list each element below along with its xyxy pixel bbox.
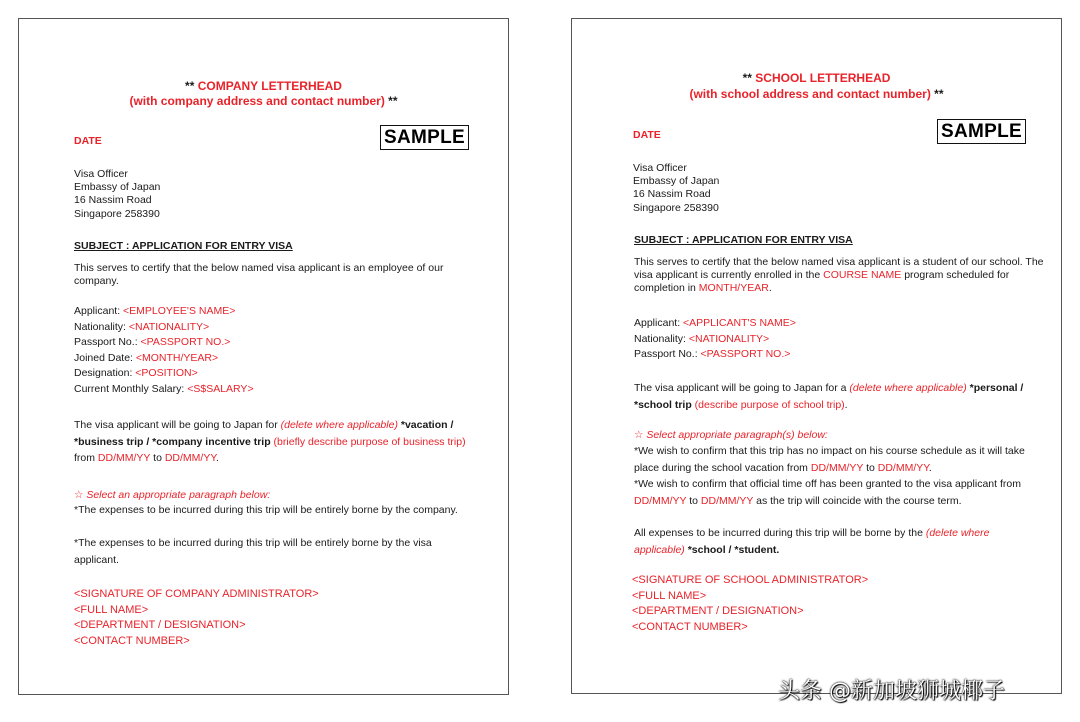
signature-line: <FULL NAME> <box>74 603 149 616</box>
letterhead-title: ** SCHOOL LETTERHEAD <box>742 71 891 85</box>
address-line: Singapore 258390 <box>74 207 160 220</box>
sample-stamp: SAMPLE <box>937 119 1026 144</box>
signature-line: <CONTACT NUMBER> <box>632 620 748 633</box>
intro-paragraph: This serves to certify that the below named visa applicant is a student of our school. The visa applicant is currently enrolled in the COURSE NAME program scheduled for completion in MONTH/YEAR. <box>634 256 1044 295</box>
address-line: Visa Officer <box>74 168 128 180</box>
recipient-address <box>633 162 719 215</box>
intro-paragraph: This serves to certify that the below named visa applicant is an employee of our company. <box>74 262 444 288</box>
expense-option-2: *The expenses to be incurred during this trip will be entirely borne by the visa applicant. <box>74 537 432 566</box>
expense-option-1: *The expenses to be incurred during this trip will be entirely borne by the company. <box>74 504 458 516</box>
letterhead-subtitle: (with school address and contact number) ** <box>689 87 944 101</box>
school-letter-page <box>571 18 1062 694</box>
date-label: DATE <box>74 135 102 147</box>
select-instruction: ☆ Select appropriate paragraph(s) below: <box>634 429 828 441</box>
address-line: Embassy of Japan <box>74 181 161 194</box>
field-row: Nationality: <NATIONALITY> <box>634 332 770 345</box>
letterhead-title: ** COMPANY LETTERHEAD <box>185 79 342 93</box>
field-row: Current Monthly Salary: <S$SALARY> <box>74 382 254 395</box>
address-line: 16 Nassim Road <box>74 194 152 207</box>
signature-block <box>74 587 319 649</box>
recipient-address <box>74 168 160 221</box>
address-line: 16 Nassim Road <box>633 188 711 201</box>
signature-line: <DEPARTMENT / DESIGNATION> <box>632 605 804 617</box>
travel-paragraph: The visa applicant will be going to Japan for (delete where applicable) *vacation / *business trip / *company incentive trip (briefly describe purpose of business trip) from DD/MM/YY to DD/MM/YY. <box>74 419 466 464</box>
applicant-fields <box>634 316 796 363</box>
address-line: Embassy of Japan <box>633 175 720 188</box>
field-row: Nationality: <NATIONALITY> <box>74 320 210 333</box>
field-row: Designation: <POSITION> <box>74 367 198 379</box>
letterhead-subtitle: (with company address and contact number) ** <box>129 94 398 108</box>
company-letter-page <box>18 18 509 695</box>
sample-stamp: SAMPLE <box>380 125 469 150</box>
signature-line: <SIGNATURE OF SCHOOL ADMINISTRATOR> <box>632 574 869 586</box>
address-line: Singapore 258390 <box>633 201 719 214</box>
signature-line: <SIGNATURE OF COMPANY ADMINISTRATOR> <box>74 588 319 600</box>
signature-line: <FULL NAME> <box>632 589 707 602</box>
field-row: Joined Date: <MONTH/YEAR> <box>74 351 219 364</box>
subject-line: SUBJECT : APPLICATION FOR ENTRY VISA <box>74 240 293 252</box>
expenses-paragraph: All expenses to be incurred during this trip will be borne by the (delete where applicable) *school / *student. <box>634 527 990 556</box>
option-paragraph-1: *We wish to confirm that this trip has no impact on his course schedule as it will take place during the school vacation from DD/MM/YY to DD/MM/YY. <box>634 445 1025 474</box>
field-row: Passport No.: <PASSPORT NO.> <box>74 336 231 348</box>
field-row: Applicant: <APPLICANT'S NAME> <box>634 317 796 329</box>
toutiao-watermark: 头条 @新加坡狮城椰子 <box>778 679 1005 704</box>
date-label: DATE <box>633 129 661 141</box>
option-paragraph-2: *We wish to confirm that official time off has been granted to the visa applicant from DD/MM/YY to DD/MM/YY as the trip will coincide with the course term. <box>634 478 1021 507</box>
signature-line: <CONTACT NUMBER> <box>74 634 190 647</box>
signature-block <box>632 573 868 635</box>
field-row: Applicant: <EMPLOYEE'S NAME> <box>74 305 236 317</box>
select-instruction: ☆ Select an appropriate paragraph below: <box>74 489 271 501</box>
signature-line: <DEPARTMENT / DESIGNATION> <box>74 619 246 631</box>
travel-paragraph: The visa applicant will be going to Japan for a (delete where applicable) *personal / *school trip (describe purpose of school trip). <box>634 382 1024 411</box>
field-row: Passport No.: <PASSPORT NO.> <box>634 348 791 360</box>
subject-line: SUBJECT : APPLICATION FOR ENTRY VISA <box>634 234 853 246</box>
applicant-fields <box>74 304 254 397</box>
address-line: Visa Officer <box>633 162 687 174</box>
